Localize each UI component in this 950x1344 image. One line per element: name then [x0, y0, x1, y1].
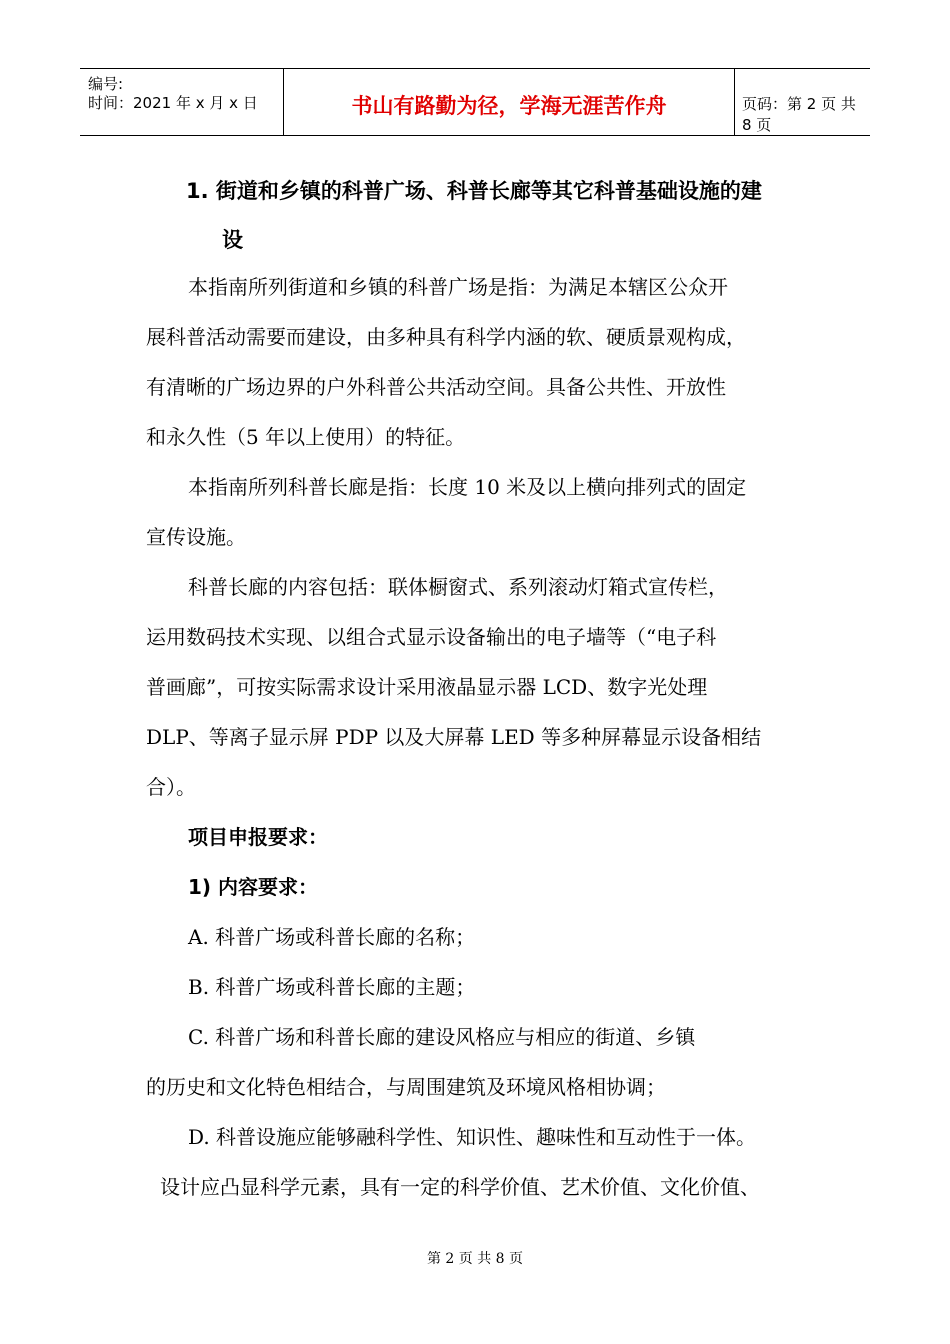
number-label: 编号:: [88, 75, 124, 93]
paragraph-line: 展科普活动需要而建设，由多种具有科学内涵的软、硬质景观构成，: [146, 325, 746, 349]
list-item: A. 科普广场或科普长廊的名称；: [188, 925, 476, 949]
subheading-content: 1) 内容要求：: [188, 875, 319, 899]
header-meta: [80, 69, 283, 135]
paragraph-line: 本指南所列科普长廊是指：长度 10 米及以上横向排列式的固定: [188, 475, 747, 499]
paragraph-line: 和永久性（5 年以上使用）的特征。: [146, 425, 466, 449]
list-item-continued: 设计应凸显科学元素，具有一定的科学价值、艺术价值、文化价值、: [160, 1175, 760, 1199]
paragraph-line: 有清晰的广场边界的户外科普公共活动空间。具备公共性、开放性: [146, 375, 726, 399]
paragraph-line: 本指南所列街道和乡镇的科普广场是指：为满足本辖区公众开: [188, 275, 728, 299]
paragraph-line: 合）。: [146, 775, 196, 799]
document-header: [80, 68, 870, 136]
paragraph-line: 科普长廊的内容包括：联体橱窗式、系列滚动灯箱式宣传栏，: [188, 575, 728, 599]
subheading-requirements: 项目申报要求：: [188, 825, 328, 849]
section-heading: 1. 街道和乡镇的科普广场、科普长廊等其它科普基础设施的建: [186, 179, 762, 203]
list-item: C. 科普广场和科普长廊的建设风格应与相应的街道、乡镇: [188, 1025, 696, 1049]
paragraph-line: 宣传设施。: [146, 525, 246, 549]
list-item: D. 科普设施应能够融科学性、知识性、趣味性和互动性于一体。: [188, 1125, 757, 1149]
date-line: 时间：2021 年 x 月 x 日: [88, 94, 258, 112]
header-divider: [734, 69, 735, 135]
page-footer: 第 2 页 共 8 页: [426, 1251, 524, 1267]
paragraph-line: 普画廊”，可按实际需求设计采用液晶显示器 LCD、数字光处理: [146, 675, 708, 699]
list-item: B. 科普广场或科普长廊的主题；: [188, 975, 476, 999]
list-item-continued: 的历史和文化特色相结合，与周围建筑及环境风格相协调；: [146, 1075, 666, 1099]
paragraph-line: DLP、等离子显示屏 PDP 以及大屏幕 LED 等多种屏幕显示设备相结: [146, 725, 762, 749]
header-motto: 书山有路勤为径，学海无涯苦作舟: [351, 94, 667, 118]
section-heading-continued: 设: [222, 228, 243, 252]
header-page-info: 页码：第 2 页 共 8 页: [742, 95, 856, 134]
paragraph-line: 运用数码技术实现、以组合式显示设备输出的电子墙等（“电子科: [146, 625, 717, 649]
